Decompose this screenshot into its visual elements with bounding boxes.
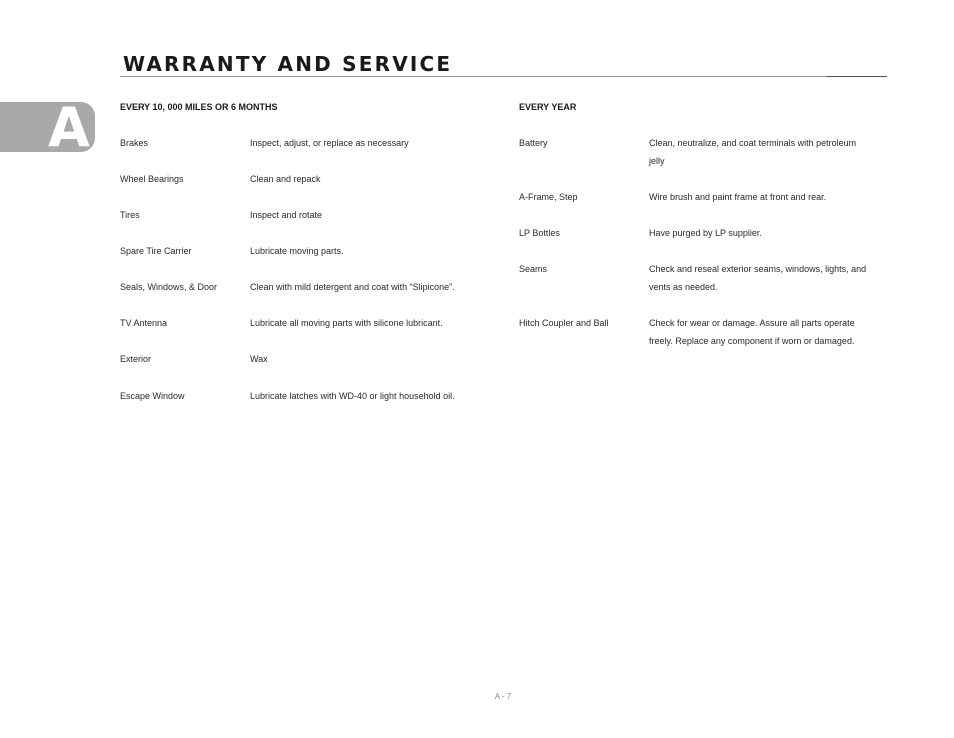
left-item-action: Wax [250, 354, 268, 364]
right-item-label: LP Bottles [519, 228, 560, 238]
right-item-action-continued: jelly [649, 156, 665, 166]
left-item-label: Tires [120, 210, 140, 220]
left-item-action: Lubricate latches with WD-40 or light household oil. [250, 391, 455, 401]
left-item-action: Inspect, adjust, or replace as necessary [250, 138, 409, 148]
left-item-label: Brakes [120, 138, 149, 148]
title-divider-accent [826, 76, 887, 77]
left-item-label: Wheel Bearings [120, 174, 184, 184]
title-divider [120, 76, 887, 77]
left-column-heading: EVERY 10, 000 MILES OR 6 MONTHS [120, 102, 278, 112]
right-item-label: Hitch Coupler and Ball [519, 318, 609, 328]
right-item-action: Check and reseal exterior seams, windows, lights, and [649, 264, 867, 274]
page-title: WARRANTY AND SERVICE [123, 52, 453, 76]
section-tab [0, 102, 95, 152]
page-number: A - 7 [494, 692, 512, 701]
left-item-action: Lubricate all moving parts with silicone lubricant. [250, 318, 443, 328]
right-item-action-continued: vents as needed. [649, 282, 718, 292]
right-item-action: Have purged by LP supplier. [649, 228, 762, 238]
left-item-label: Seals, Windows, & Door [120, 282, 218, 292]
left-item-action: Clean and repack [250, 174, 321, 184]
right-item-action-continued: freely. Replace any component if worn or damaged. [649, 336, 855, 346]
right-item-action: Check for wear or damage. Assure all parts operate [649, 318, 855, 328]
right-item-action: Clean, neutralize, and coat terminals with petroleum [649, 138, 857, 148]
left-item-action: Inspect and rotate [250, 210, 323, 220]
right-item-action: Wire brush and paint frame at front and rear. [649, 192, 827, 202]
left-item-label: Exterior [120, 354, 152, 364]
left-item-label: TV Antenna [120, 318, 168, 328]
right-item-label: Seams [519, 264, 548, 274]
right-column-heading: EVERY YEAR [519, 102, 577, 112]
left-item-label: Spare Tire Carrier [120, 246, 192, 256]
left-item-action: Lubricate moving parts. [250, 246, 344, 256]
right-item-label: Battery [519, 138, 548, 148]
left-item-action: Clean with mild detergent and coat with “Slipicone”. [250, 282, 455, 292]
right-item-label: A-Frame, Step [519, 192, 578, 202]
section-tab-letter: A [48, 102, 90, 152]
left-item-label: Escape Window [120, 391, 185, 401]
